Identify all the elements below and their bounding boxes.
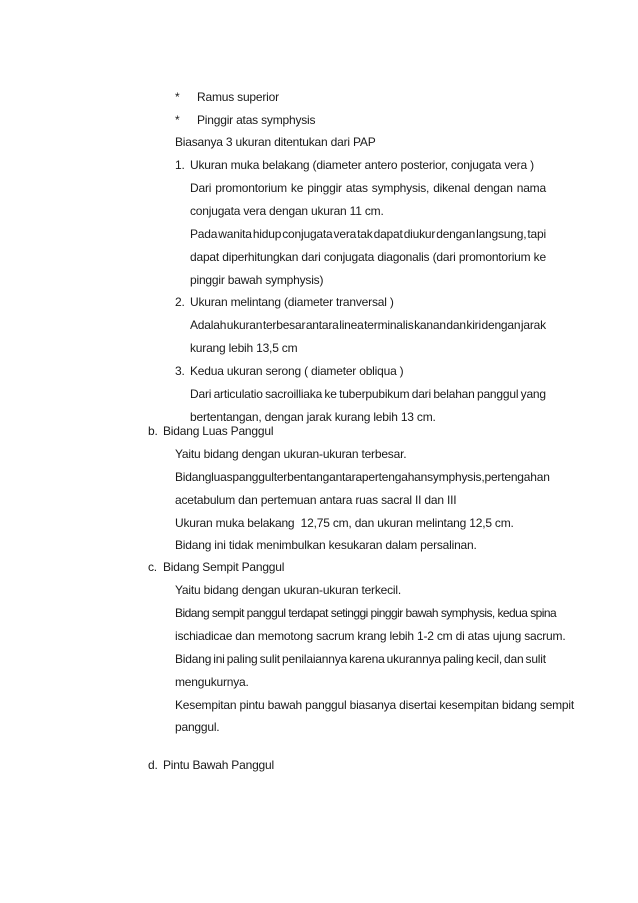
word: conjugata bbox=[323, 250, 375, 264]
list-item-title: Kedua ukuran serong ( diameter obliqua ) bbox=[190, 364, 404, 378]
word: paling bbox=[442, 652, 474, 666]
body-line bbox=[190, 249, 546, 265]
word: dapat bbox=[190, 250, 220, 264]
word: promontorium bbox=[458, 250, 531, 264]
word: sacroilliaka bbox=[265, 387, 323, 401]
word: promontorium bbox=[215, 181, 287, 195]
body-line: Kesempitan pintu bawah panggul biasanya disertai kesempitan bidang sempit bbox=[175, 698, 574, 712]
word: Dari bbox=[190, 181, 212, 195]
body-line bbox=[175, 469, 550, 485]
word: kanan bbox=[414, 318, 446, 332]
word: luas bbox=[211, 470, 233, 484]
body-line bbox=[190, 386, 546, 402]
word: sulit bbox=[259, 652, 280, 666]
body-line: acetabulum dan pertemuan antara ruas sacral II dan III bbox=[175, 493, 457, 507]
word: sulit bbox=[525, 652, 546, 666]
section-heading: Pintu Bawah Panggul bbox=[163, 758, 274, 772]
word: kiri bbox=[466, 318, 481, 332]
word: antara bbox=[329, 470, 362, 484]
list-item-title: Ukuran muka belakang (diameter antero posterior, conjugata vera ) bbox=[190, 158, 534, 172]
word: ini bbox=[213, 652, 225, 666]
body-line bbox=[190, 180, 546, 196]
word: terminalis bbox=[364, 318, 414, 332]
word: Pada bbox=[190, 227, 218, 241]
section-letter: b. bbox=[148, 424, 158, 438]
body-line: Bidang sempit panggul terdapat setinggi pinggir bawah symphysis, kedua spina bbox=[175, 606, 557, 620]
word: panggul bbox=[476, 387, 519, 401]
word: ukurannya bbox=[386, 652, 441, 666]
section-heading: Bidang Luas Panggul bbox=[163, 424, 274, 438]
body-line: Yaitu bidang dengan ukuran-ukuran terkecil. bbox=[175, 583, 401, 597]
word: Bidang bbox=[175, 470, 212, 484]
word: dari bbox=[301, 250, 321, 264]
word: vera bbox=[333, 227, 357, 241]
word: panggul bbox=[232, 470, 274, 484]
word: ke bbox=[533, 250, 546, 264]
word: Bidang bbox=[175, 652, 212, 666]
body-line: Bidang ini tidak menimbulkan kesukaran dalam persalinan. bbox=[175, 538, 477, 552]
word: tapi bbox=[527, 227, 546, 241]
word: dan bbox=[504, 652, 524, 666]
body-line bbox=[175, 651, 546, 667]
word: dan bbox=[446, 318, 466, 332]
word: linea bbox=[339, 318, 364, 332]
word: antara bbox=[305, 318, 339, 332]
body-line: kurang lebih 13,5 cm bbox=[190, 341, 298, 355]
word: conjugata bbox=[282, 227, 333, 241]
list-number: 1. bbox=[175, 158, 185, 172]
word: hidup bbox=[252, 227, 282, 241]
word: jarak bbox=[520, 318, 546, 332]
word: dengan bbox=[436, 227, 476, 241]
bullet-marker: * bbox=[175, 90, 180, 104]
intro-paragraph: Biasanya 3 ukuran ditentukan dari PAP bbox=[175, 135, 376, 149]
body-line bbox=[190, 317, 546, 333]
word: kecil, bbox=[475, 652, 502, 666]
word: ke bbox=[324, 387, 337, 401]
word: pinggir bbox=[307, 181, 342, 195]
word: dapat bbox=[373, 227, 403, 241]
word: diagonalis bbox=[377, 250, 430, 264]
word: karena bbox=[349, 652, 385, 666]
word: yang bbox=[520, 387, 546, 401]
word: Adalah bbox=[190, 318, 227, 332]
word: diukur bbox=[403, 227, 436, 241]
word: pertengahan bbox=[484, 470, 550, 484]
bullet-marker: * bbox=[175, 113, 180, 127]
body-line bbox=[190, 226, 546, 242]
body-line: Yaitu bidang dengan ukuran-ukuran terbesar. bbox=[175, 447, 407, 461]
word: ke bbox=[290, 181, 304, 195]
word: symphysis, bbox=[427, 470, 485, 484]
word: pertengahan bbox=[361, 470, 428, 484]
word: tuberpubikum bbox=[339, 387, 410, 401]
body-line: panggul. bbox=[175, 720, 220, 734]
word: dikenal bbox=[433, 181, 470, 195]
word: Dari bbox=[190, 387, 212, 401]
word: dari bbox=[411, 387, 431, 401]
word: atas bbox=[345, 181, 368, 195]
word: articulatio bbox=[213, 387, 263, 401]
word: symphysis, bbox=[371, 181, 430, 195]
body-line: bertentangan, dengan jarak kurang lebih 13 cm. bbox=[190, 410, 436, 424]
section-letter: c. bbox=[148, 560, 157, 574]
word: belahan bbox=[433, 387, 475, 401]
word: terbesar bbox=[262, 318, 306, 332]
word: langsung, bbox=[476, 227, 527, 241]
word: ukuran bbox=[226, 318, 263, 332]
word: dengan bbox=[481, 318, 521, 332]
body-line: Ukuran muka belakang 12,75 cm, dan ukuran melintang 12,5 cm. bbox=[175, 516, 514, 530]
body-line: pinggir bawah symphysis) bbox=[190, 273, 324, 287]
word: penilaiannya bbox=[282, 652, 347, 666]
list-item-title: Ukuran melintang (diameter tranversal ) bbox=[190, 295, 394, 309]
bullet-text: Ramus superior bbox=[197, 90, 279, 104]
list-number: 3. bbox=[175, 364, 185, 378]
list-number: 2. bbox=[175, 295, 185, 309]
word: nama bbox=[516, 181, 546, 195]
section-letter: d. bbox=[148, 758, 158, 772]
word: tak bbox=[357, 227, 373, 241]
bullet-text: Pinggir atas symphysis bbox=[197, 113, 316, 127]
body-line: ischiadicae dan memotong sacrum krang lebih 1-2 cm di atas ujung sacrum. bbox=[175, 629, 566, 643]
section-heading: Bidang Sempit Panggul bbox=[163, 560, 285, 574]
word: wanita bbox=[218, 227, 252, 241]
body-line: mengukurnya. bbox=[175, 675, 249, 689]
body-line: conjugata vera dengan ukuran 11 cm. bbox=[190, 204, 384, 218]
word: paling bbox=[226, 652, 258, 666]
word: terbentang bbox=[273, 470, 330, 484]
word: (dari bbox=[432, 250, 456, 264]
word: diperhitungkan bbox=[222, 250, 299, 264]
word: dengan bbox=[473, 181, 513, 195]
